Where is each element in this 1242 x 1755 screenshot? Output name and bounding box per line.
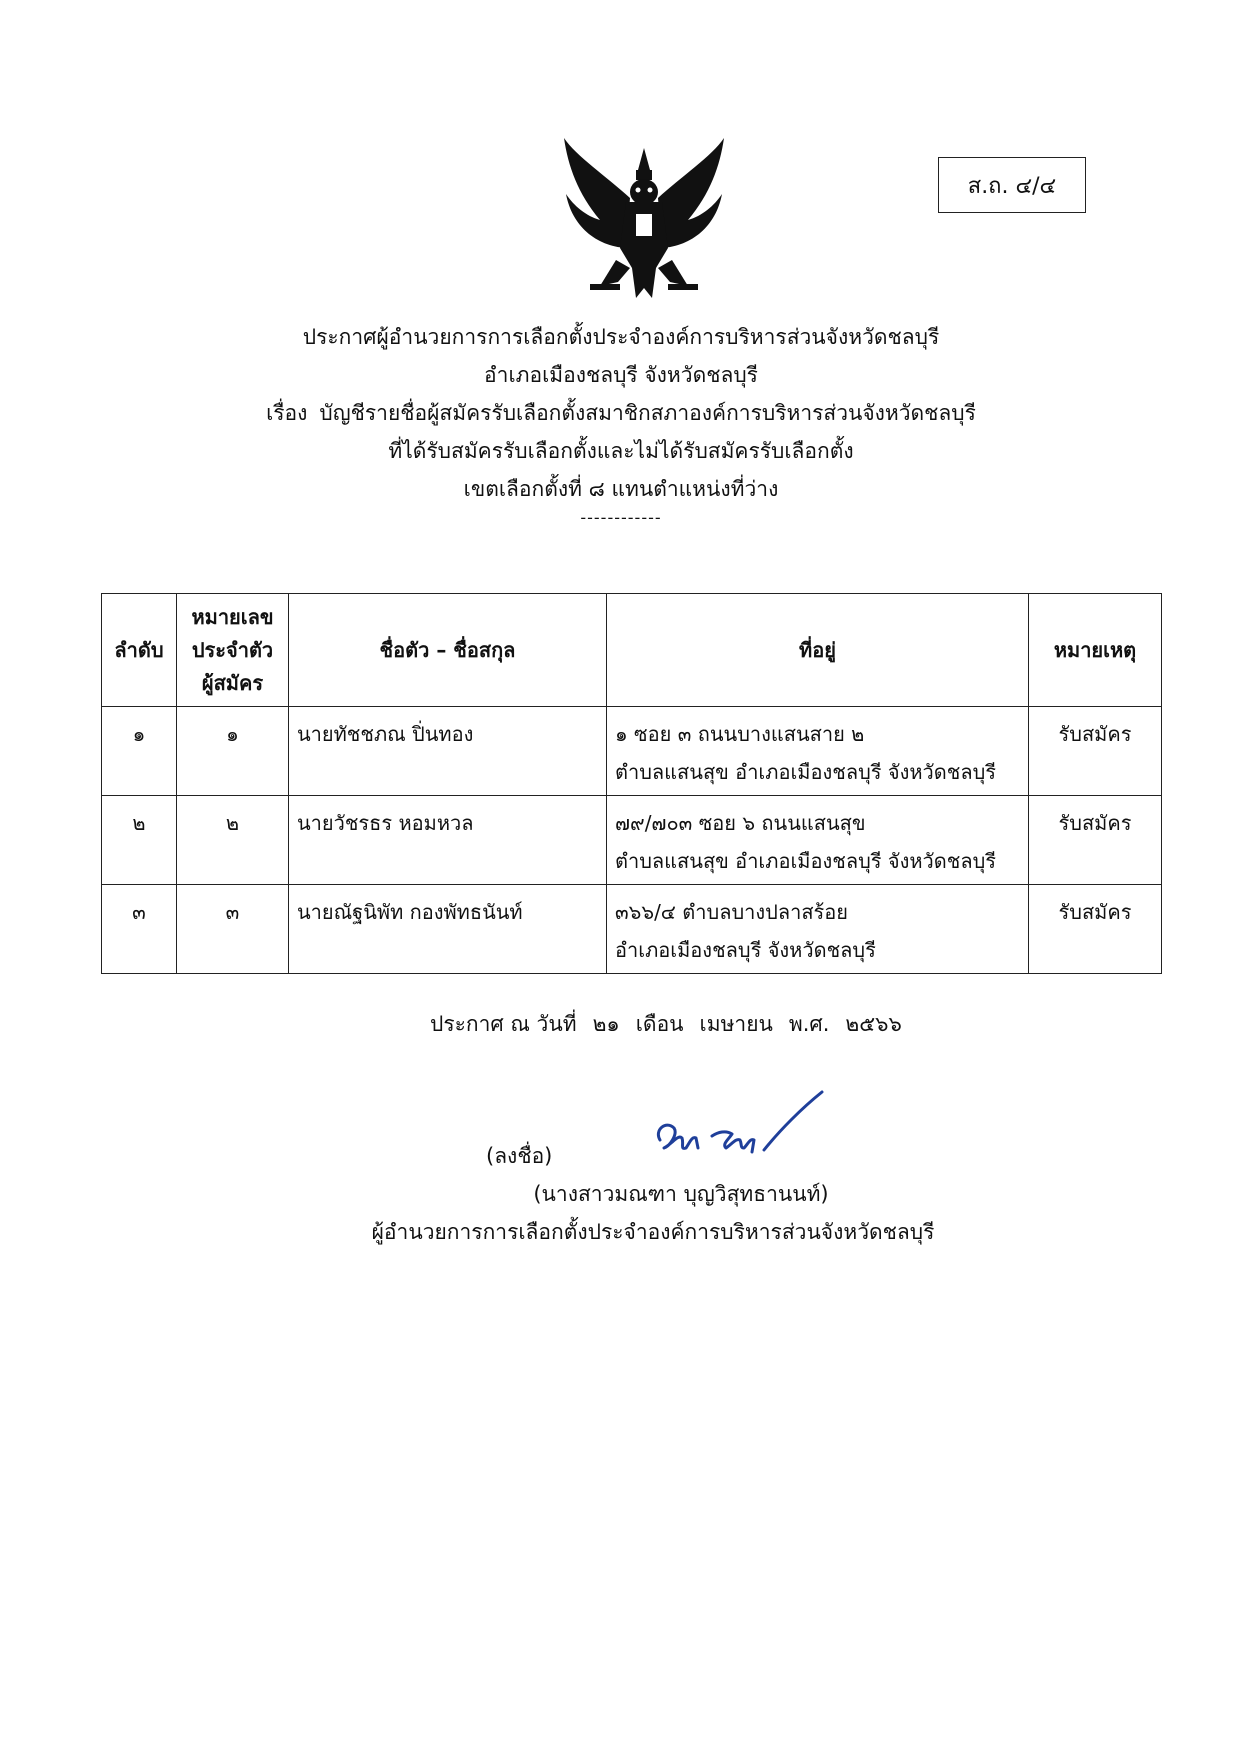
- row-no: ๒: [102, 796, 177, 885]
- separator: ------------: [580, 508, 662, 527]
- table-row: [102, 885, 1162, 974]
- row-address: [607, 707, 1029, 796]
- row-name: นายวัชรธร หอมหวล: [289, 796, 607, 885]
- row-candidate-number: ๑: [177, 707, 289, 796]
- date-month: เมษายน: [699, 1012, 773, 1036]
- date-day: ๒๑: [592, 1012, 620, 1036]
- garuda-emblem-icon: [556, 136, 732, 306]
- form-code-box: [938, 157, 1086, 213]
- header-address: ที่อยู่: [607, 594, 1029, 707]
- signature-label: (ลงชื่อ): [486, 1144, 553, 1168]
- header-remark: หมายเหตุ: [1029, 594, 1162, 707]
- row-address: [607, 796, 1029, 885]
- date-year: ๒๕๖๖: [845, 1012, 902, 1036]
- row-candidate-number: ๓: [177, 885, 289, 974]
- table-header-row: [102, 594, 1162, 707]
- header-candidate-number-line-3: ผู้สมัคร: [201, 670, 264, 695]
- candidate-table: [101, 593, 1162, 974]
- row-no: ๑: [102, 707, 177, 796]
- header-no: ลำดับ: [102, 594, 177, 707]
- row-no: ๓: [102, 885, 177, 974]
- subject-text-3: เขตเลือกตั้งที่ ๘ แทนตำแหน่งที่ว่าง: [463, 477, 779, 501]
- row-address-line-1: ๑ ซอย ๓ ถนนบางแสนสาย ๒: [615, 722, 865, 746]
- subject-label: เรื่อง: [266, 401, 308, 425]
- header-name: ชื่อตัว – ชื่อสกุล: [289, 594, 607, 707]
- announcement-date: [430, 1008, 902, 1041]
- form-code: ส.ถ. ๔/๔: [967, 173, 1057, 199]
- row-name: นายณัฐนิพัท กองพัทธนันท์: [289, 885, 607, 974]
- subject-line: [0, 394, 1242, 432]
- heading-line-1: ประกาศผู้อำนวยการการเลือกตั้งประจำองค์การบริหารส่วนจังหวัดชลบุรี: [302, 325, 940, 349]
- row-name: นายทัชชภณ ปิ่นทอง: [289, 707, 607, 796]
- subject-text-2: ที่ได้รับสมัครรับเลือกตั้งและไม่ได้รับสมัครรับเลือกตั้ง: [388, 439, 854, 463]
- header-candidate-number-line-2: ประจำตัว: [191, 637, 274, 662]
- row-address: [607, 885, 1029, 974]
- row-address-line-2: อำเภอเมืองชลบุรี จังหวัดชลบุรี: [615, 938, 876, 962]
- handwritten-signature-icon: [652, 1090, 832, 1170]
- header-candidate-number-line-1: หมายเลข: [191, 604, 274, 629]
- signatory-name: (นางสาวมณฑา บุญวิสุทธานนท์): [533, 1182, 829, 1206]
- row-candidate-number: ๒: [177, 796, 289, 885]
- signatory-position: ผู้อำนวยการการเลือกตั้งประจำองค์การบริหารส่วนจังหวัดชลบุรี: [371, 1220, 935, 1244]
- row-address-line-2: ตำบลแสนสุข อำเภอเมืองชลบุรี จังหวัดชลบุรี: [615, 849, 997, 873]
- subject-text-1: บัญชีรายชื่อผู้สมัครรับเลือกตั้งสมาชิกสภาองค์การบริหารส่วนจังหวัดชลบุรี: [319, 401, 976, 425]
- date-prefix: ประกาศ ณ วันที่: [430, 1012, 577, 1036]
- table-row: [102, 796, 1162, 885]
- row-address-line-2: ตำบลแสนสุข อำเภอเมืองชลบุรี จังหวัดชลบุรี: [615, 760, 997, 784]
- header-candidate-number: [177, 594, 289, 707]
- row-address-line-1: ๗๙/๗๐๓ ซอย ๖ ถนนแสนสุข: [615, 811, 866, 835]
- row-remark: รับสมัคร: [1029, 707, 1162, 796]
- row-remark: รับสมัคร: [1029, 796, 1162, 885]
- heading-line-2: อำเภอเมืองชลบุรี จังหวัดชลบุรี: [484, 363, 758, 387]
- table-row: [102, 707, 1162, 796]
- row-address-line-1: ๓๖๖/๔ ตำบลบางปลาสร้อย: [615, 900, 849, 924]
- date-year-label: พ.ศ.: [788, 1012, 830, 1036]
- row-remark: รับสมัคร: [1029, 885, 1162, 974]
- date-month-label: เดือน: [635, 1012, 684, 1036]
- document-heading: [0, 318, 1242, 508]
